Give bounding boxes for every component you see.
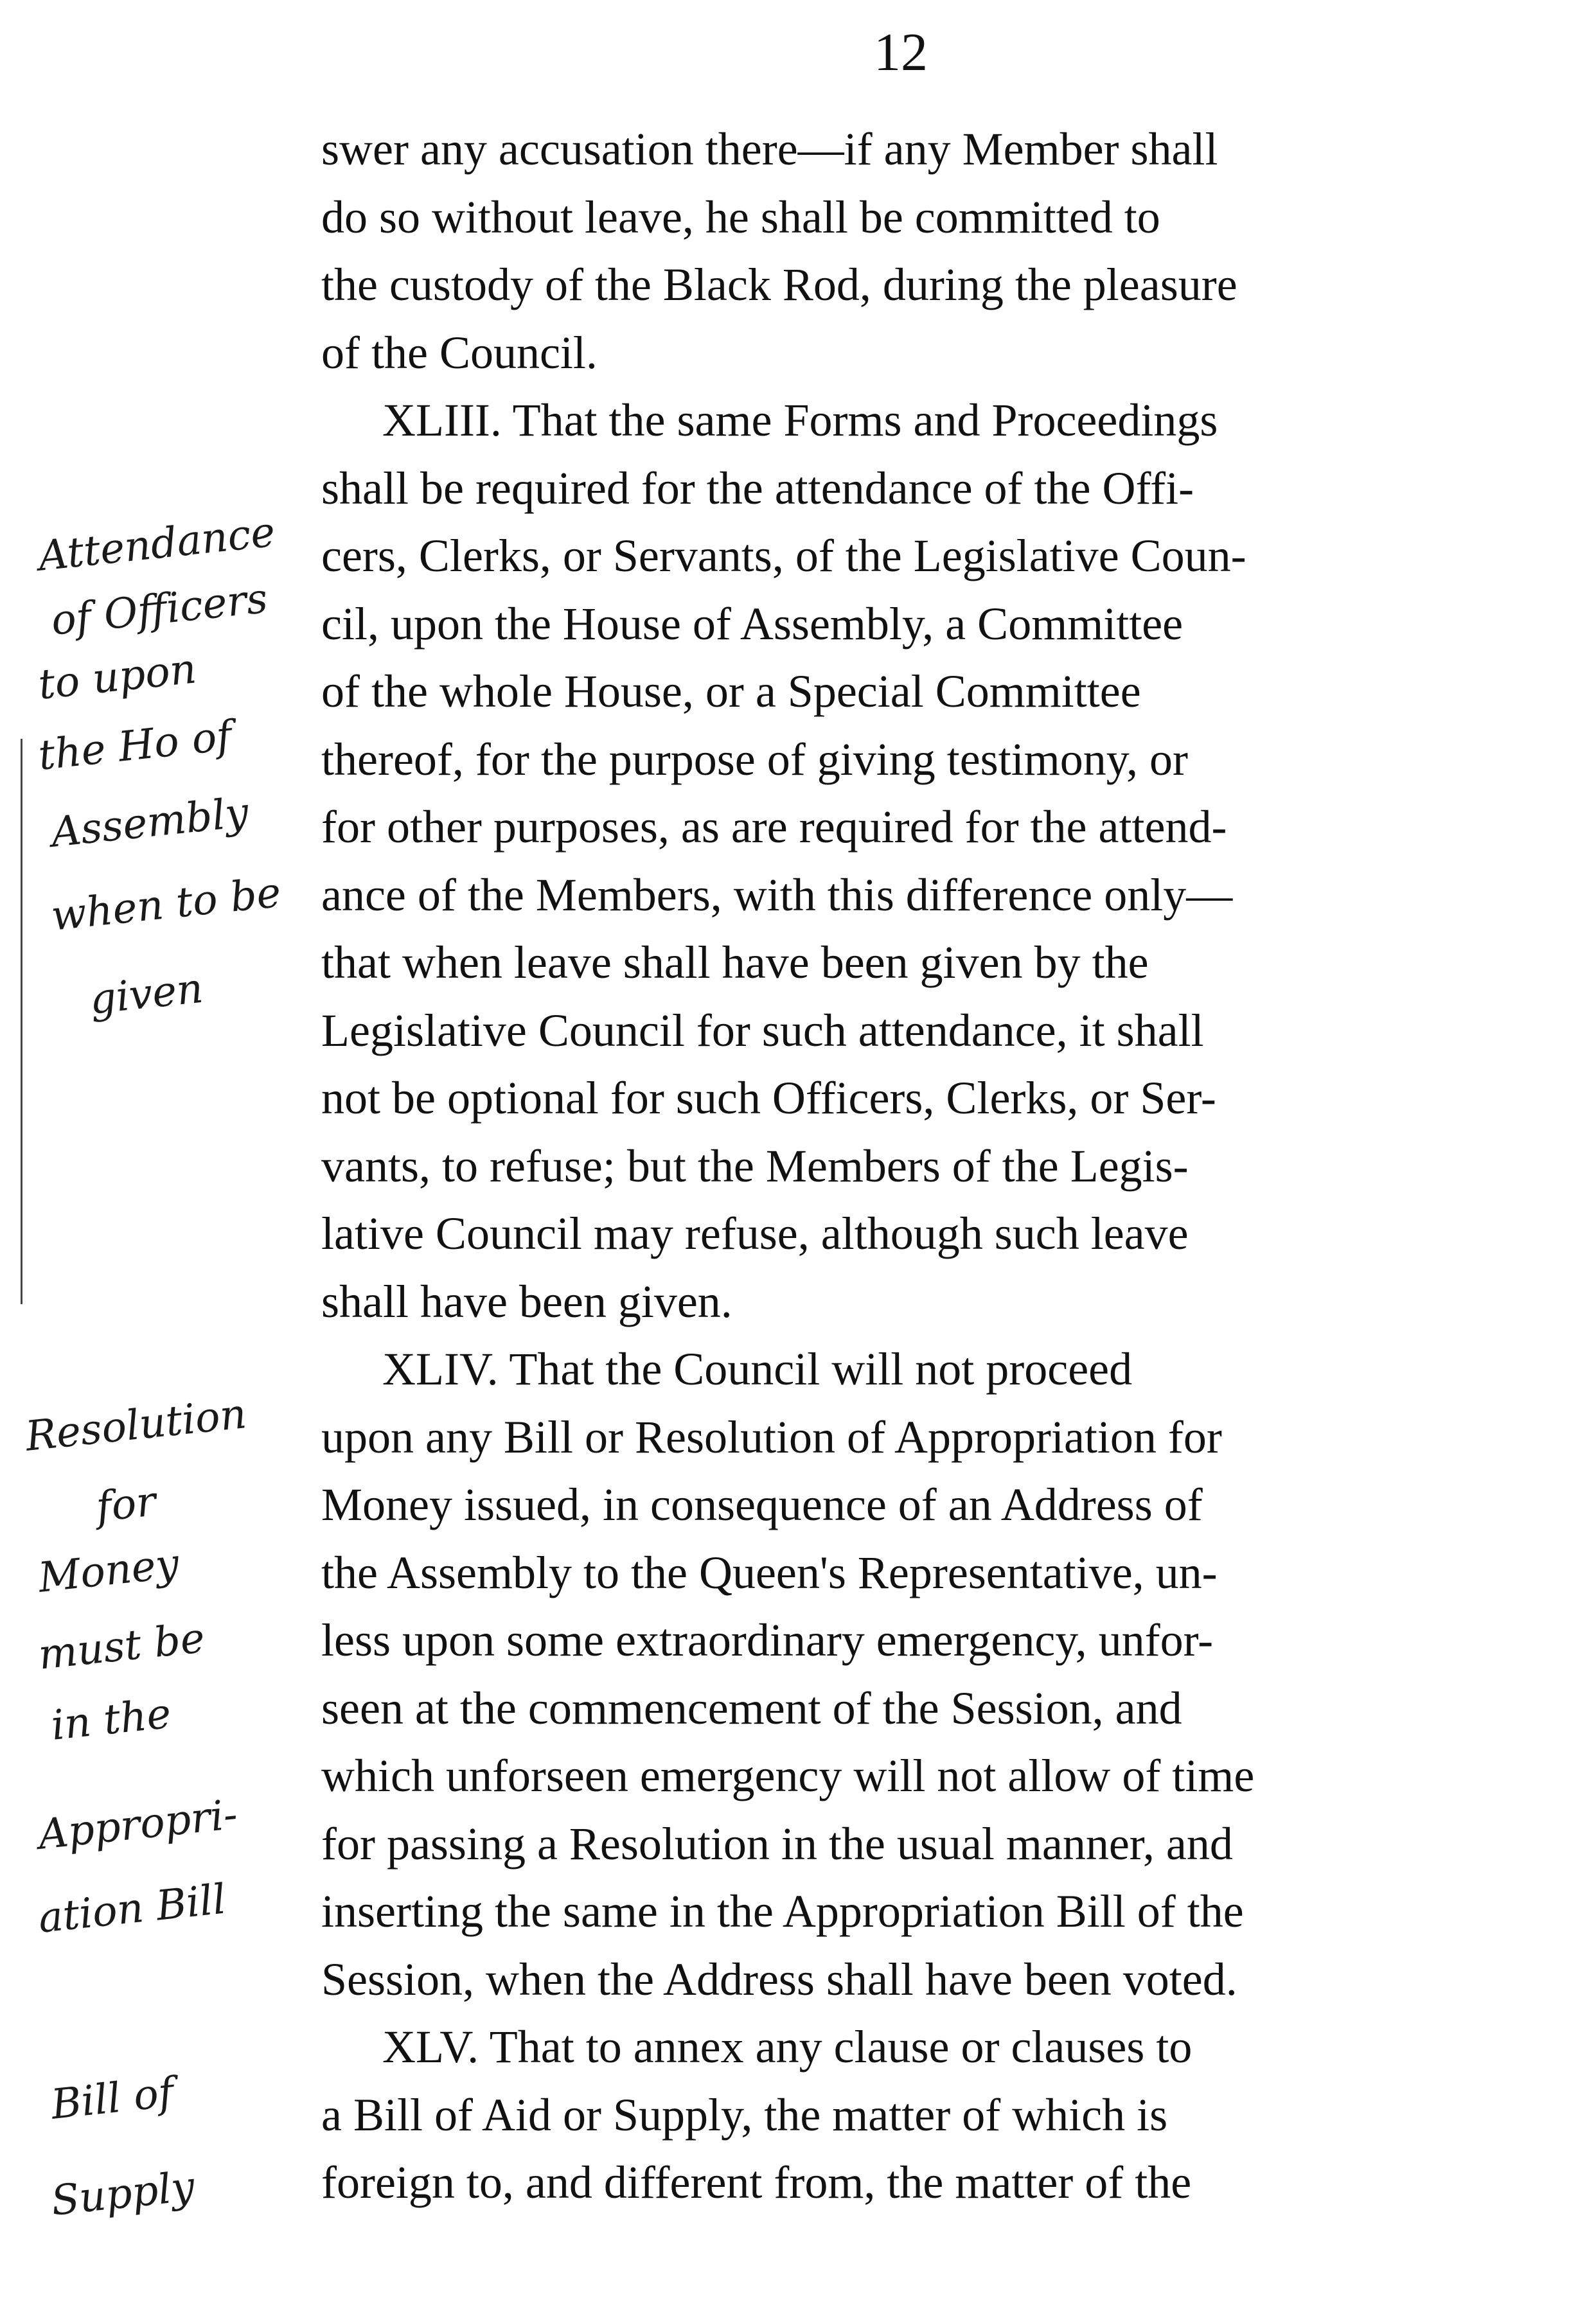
text-line: vants, to refuse; but the Members of the Legis- (321, 1140, 1189, 1192)
text-line: shall have been given. (321, 1275, 732, 1327)
text-line: less upon some extraordinary emergency, unfor- (321, 1614, 1214, 1666)
margin-note: Bill of (49, 2069, 176, 2129)
text-line: for other purposes, as are required for the attend- (321, 801, 1227, 853)
text-line: lative Council may refuse, although such leave (321, 1208, 1189, 1259)
margin-note: to upon (36, 645, 199, 709)
text-line: that when leave shall have been given by the (321, 937, 1149, 988)
text-line: XLV. That to annex any clause or clauses to (382, 2021, 1193, 2073)
margin-note: Money (36, 1540, 181, 1602)
text-line: a Bill of Aid or Supply, the matter of which is (321, 2089, 1168, 2141)
text-line: upon any Bill or Resolution of Appropriation for (321, 1411, 1222, 1463)
text-line: of the whole House, or a Special Committee (321, 666, 1141, 717)
text-line: shall be required for the attendance of the Offi- (321, 462, 1194, 514)
text-line: seen at the commencement of the Session, and (321, 1682, 1182, 1734)
text-line: ance of the Members, with this difference only— (321, 869, 1233, 921)
margin-note: Assembly (49, 789, 251, 857)
margin-note: for (94, 1478, 159, 1532)
text-line: cil, upon the House of Assembly, a Committee (321, 597, 1184, 650)
text-line: thereof, for the purpose of giving testimony, or (321, 733, 1189, 785)
text-line: for passing a Resolution in the usual manner, and (321, 1817, 1233, 1870)
text-line: the Assembly to the Queen's Representative, un- (321, 1546, 1218, 1598)
margin-note: Resolution (23, 1390, 249, 1461)
text-line: Money issued, in consequence of an Address of (321, 1479, 1203, 1530)
margin-note: when to be (49, 869, 283, 941)
text-line: Legislative Council for such attendance, it shall (321, 1004, 1204, 1056)
text-line: swer any accusation there—if any Member shall (321, 123, 1218, 175)
text-line: foreign to, and different from, the matter of the (321, 2157, 1192, 2208)
text-line: cers, Clerks, or Servants, of the Legislative Coun- (321, 530, 1246, 581)
page-number: 12 (874, 22, 928, 82)
margin-note: ation Bill (36, 1875, 229, 1943)
margin-note: Appropri- (36, 1790, 240, 1859)
margin-note: Supply (49, 2162, 197, 2225)
text-line: not be optional for such Officers, Clerks, or Ser- (321, 1072, 1216, 1124)
text-line: XLIII. That the same Forms and Proceedings (382, 394, 1218, 446)
margin-rule (21, 739, 22, 1304)
margin-note: in the (49, 1690, 173, 1750)
text-line: inserting the same in the Appropriation Bill of the (321, 1886, 1244, 1937)
margin-note: must be (36, 1614, 208, 1679)
margin-note: the Ho of (36, 712, 235, 780)
margin-note: of Officers (49, 574, 270, 645)
margin-note: Attendance (36, 508, 278, 581)
margin-note: given (87, 964, 206, 1024)
text-line: Session, when the Address shall have been voted. (321, 1953, 1237, 2005)
handwritten-margin-notes (13, 0, 315, 2316)
text-line: do so without leave, he shall be committed to (321, 191, 1160, 243)
text-line: which unforseen emergency will not allow of time (321, 1750, 1255, 1801)
text-line: XLIV. That the Council will not proceed (382, 1343, 1133, 1395)
text-line: of the Council. (321, 326, 598, 378)
body-text (321, 116, 1497, 2217)
text-line: the custody of the Black Rod, during the pleasure (321, 259, 1237, 310)
